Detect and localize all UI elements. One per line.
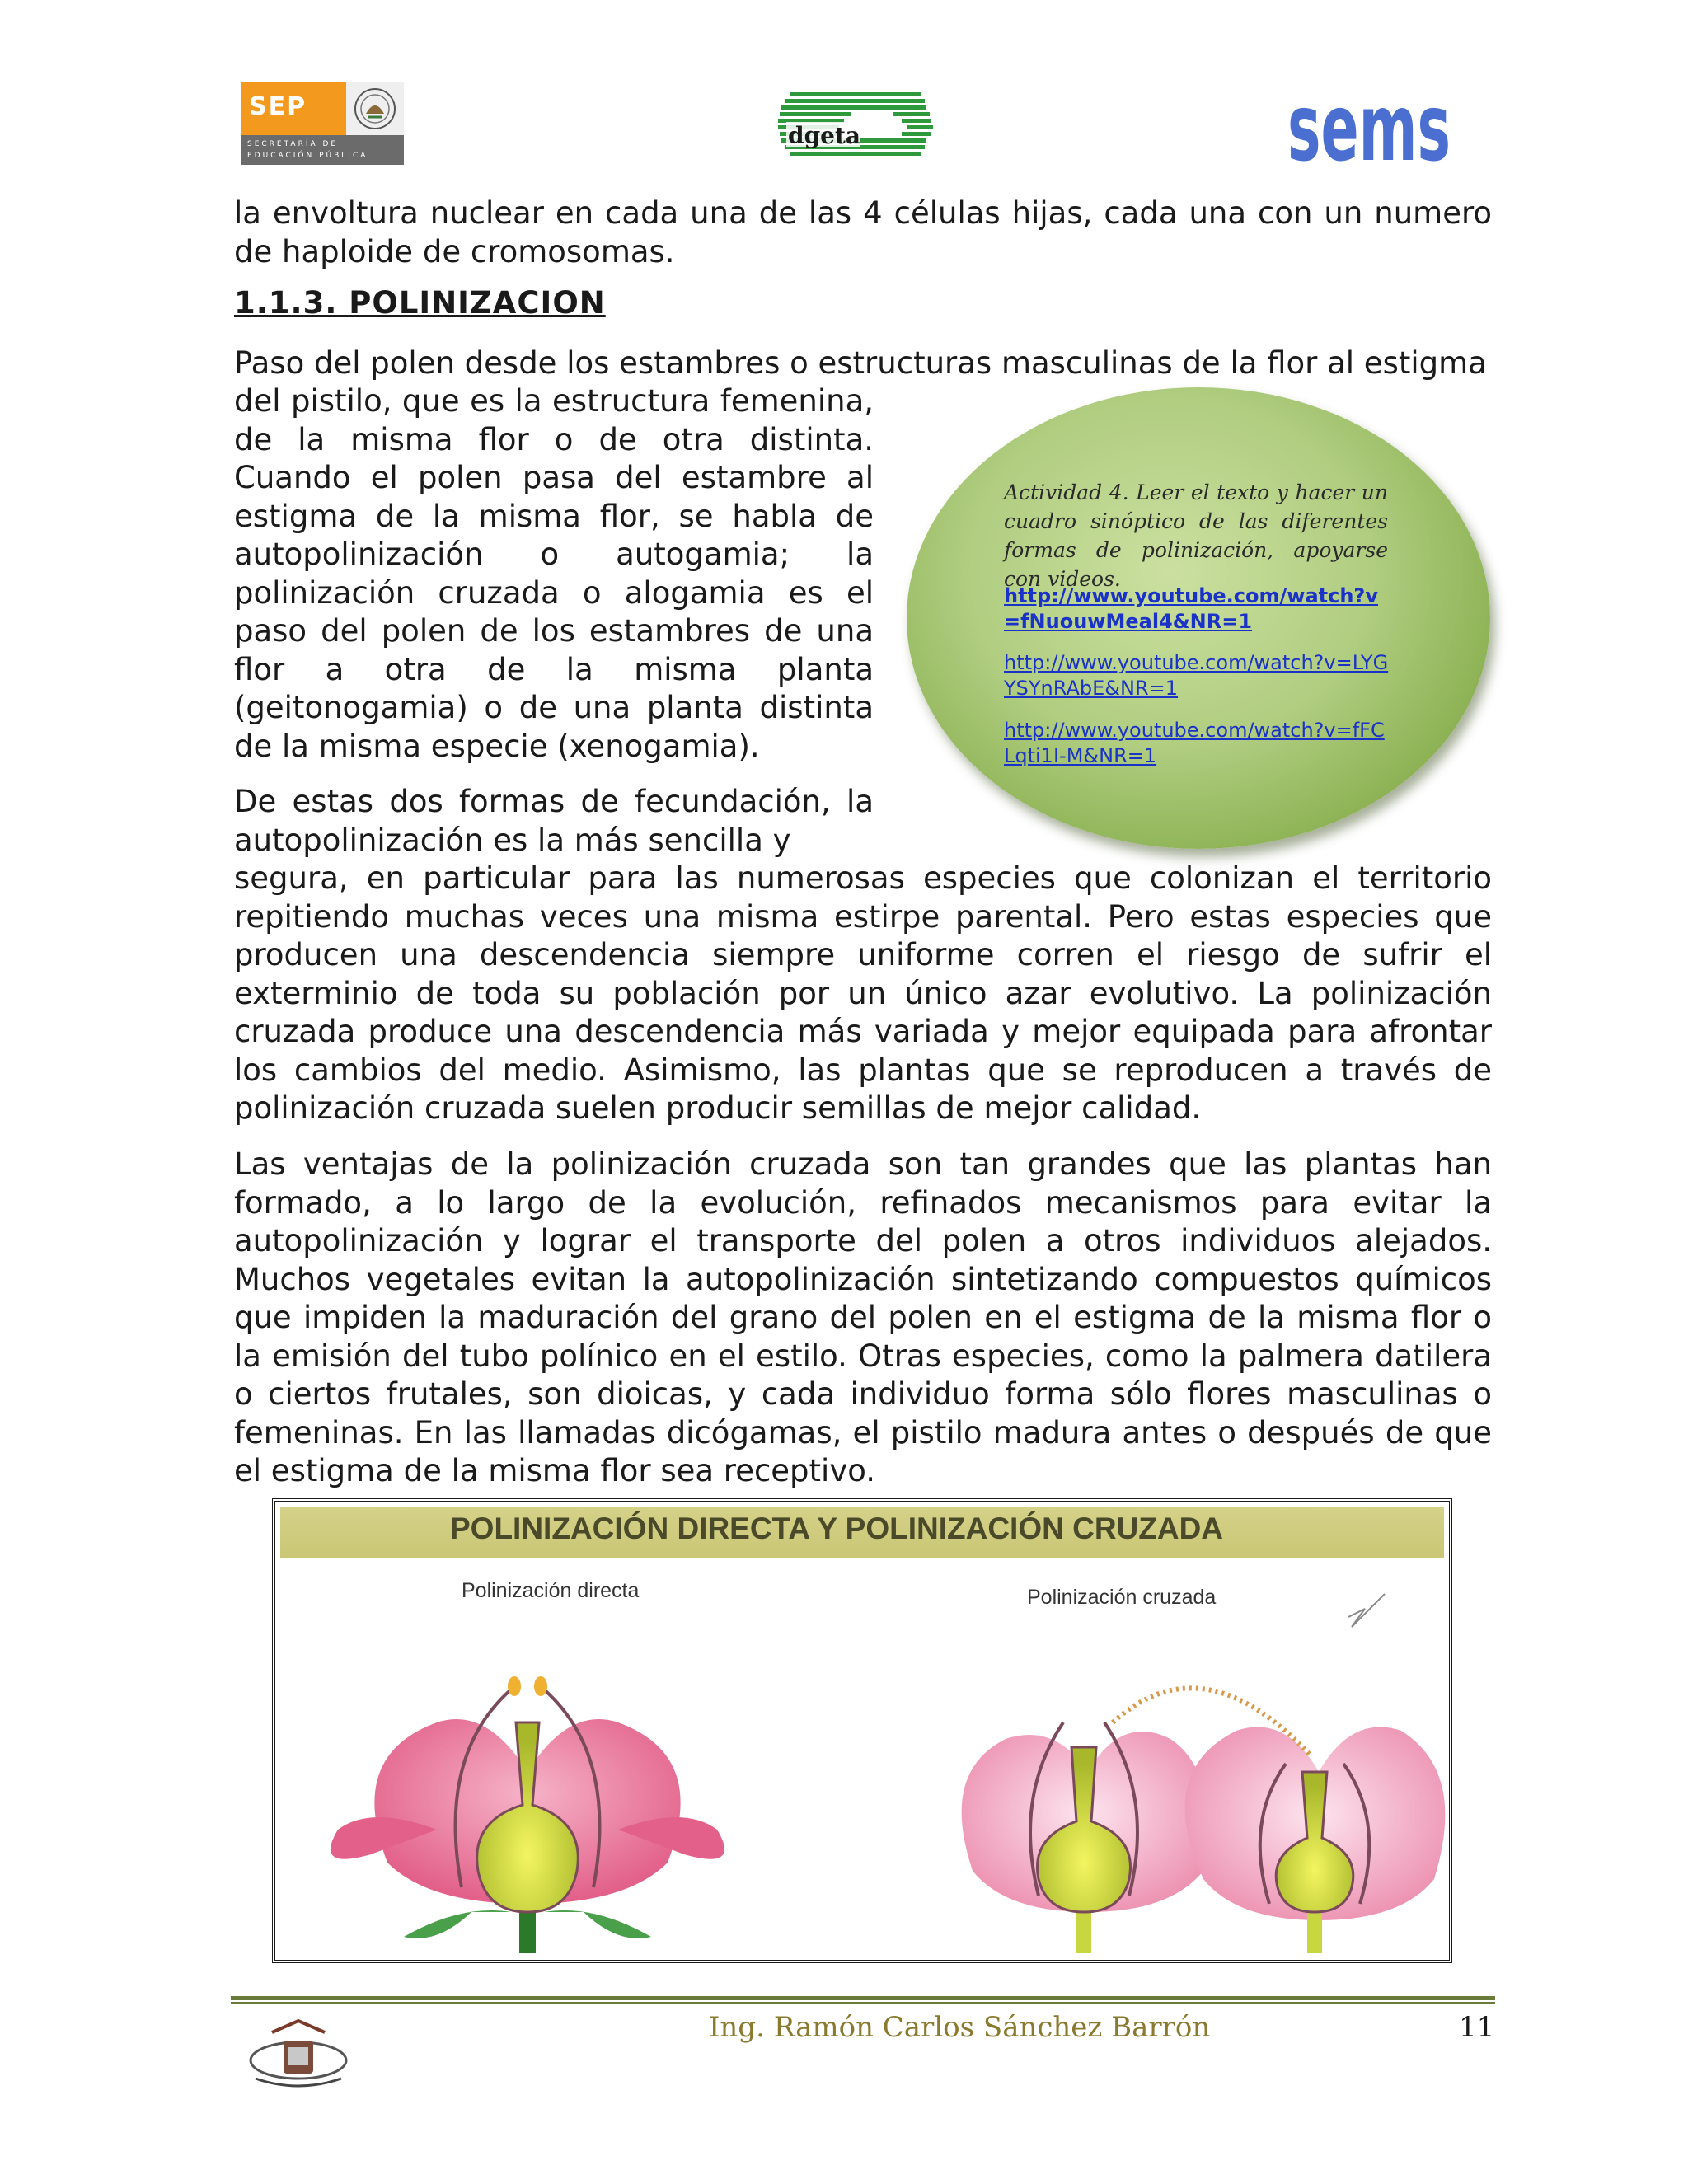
mexico-eagle-icon	[346, 82, 404, 135]
sep-logo-sub-line1: SECRETARÍA DE	[247, 140, 339, 148]
sketch-mark-icon	[1348, 1594, 1385, 1627]
cross-pollination-flowers	[962, 1688, 1446, 1953]
video-link-2[interactable]: http://www.youtube.com/watch?v=LYGYSYnRAbE&NR=1	[1004, 651, 1389, 700]
school-crest-icon	[247, 2018, 349, 2092]
dgeta-logo	[778, 89, 933, 160]
definition-first-line: Paso del polen desde los estambres o estructuras masculinas de la flor al estigma	[234, 345, 1487, 381]
activity-text: Actividad 4. Leer el texto y hacer un cuadro sinóptico de las diferentes formas de polinización, apoyarse con videos.	[1004, 480, 1388, 591]
footer-author: Ing. Ramón Carlos Sánchez Barrón	[709, 2011, 1211, 2044]
video-link-3[interactable]: http://www.youtube.com/watch?v=fFCLqti1I-M&NR=1	[1004, 719, 1385, 767]
video-link-1[interactable]: http://www.youtube.com/watch?v=fNuouwMeal4&NR=1	[1004, 584, 1378, 633]
flower-illustrations	[280, 1558, 1444, 1953]
sep-logo-word: SEP	[249, 92, 307, 121]
sems-logo-word: sems	[1287, 75, 1451, 182]
page-number: 11	[1459, 2011, 1495, 2044]
definition-paragraph: del pistilo, que es la estructura femenina, de la misma flor o de otra distinta. Cuando el polen pasa del estambre al estigma de la misma flor, se habla de autopolinización o autogamia; la polinización cruzada o alogamia es el paso del polen de los estambres de una flor a otra de la misma planta (geitonogamia) o de una planta distinta de la misma especie (xenogamia).	[234, 383, 874, 764]
dgeta-logo-word: dgeta	[788, 122, 861, 149]
sems-logo	[1287, 75, 1452, 182]
label-direct-pollination: Polinización directa	[462, 1579, 640, 1602]
advantages-paragraph: Las ventajas de la polinización cruzada son tan grandes que las plantas han formado, a lo largo de la evolución, refinados mecanismos para evitar la autopolinización y lograr el transporte del polen a otros individuos alejados. Muchos vegetales evitan la autopolinización sintetizando compuestos químicos que impiden la maduración del grano del polen en el estigma de la misma flor o la emisión del tubo polínico en el estilo. Otras especies, como la palmera datilera o ciertos frutales, son dioicas, y cada individuo forma sólo flores masculinas o femeninas. En las llamadas dicógamas, el pistilo madura antes o después de que el estigma de la misma flor sea receptivo.	[234, 1146, 1492, 1488]
footer-rule	[231, 1996, 1495, 2000]
forms-paragraph-start: De estas dos formas de fecundación, la autopolinización es la más sencilla y	[234, 784, 874, 858]
label-cross-pollination: Polinización cruzada	[1027, 1586, 1217, 1609]
direct-pollination-flower	[331, 1676, 724, 1953]
sep-logo-sub-line2: EDUCACIÓN PÚBLICA	[247, 152, 368, 160]
intro-paragraph: la envoltura nuclear en cada una de las 4 células hijas, cada una con un numero de haploide de cromosomas.	[234, 195, 1492, 269]
section-heading: 1.1.3. POLINIZACION	[234, 285, 606, 321]
forms-paragraph-continued: segura, en particular para las numerosas especies que colonizan el territorio repitiendo muchas veces una misma estirpe parental. Pero estas especies que producen una descendencia siempre uniforme corren el riesgo de sufrir el exterminio de toda su población por un único azar evolutivo. La polinización cruzada produce una descendencia más variada y mejor equipada para afrontar los cambios del medio. Asimismo, las plantas que se reproducen a través de polinización cruzada suelen producir semillas de mejor calidad.	[234, 860, 1492, 1126]
footer-rule-thin	[231, 2002, 1495, 2004]
sep-logo	[241, 82, 404, 165]
figure-title: POLINIZACIÓN DIRECTA Y POLINIZACIÓN CRUZADA	[450, 1511, 1224, 1545]
